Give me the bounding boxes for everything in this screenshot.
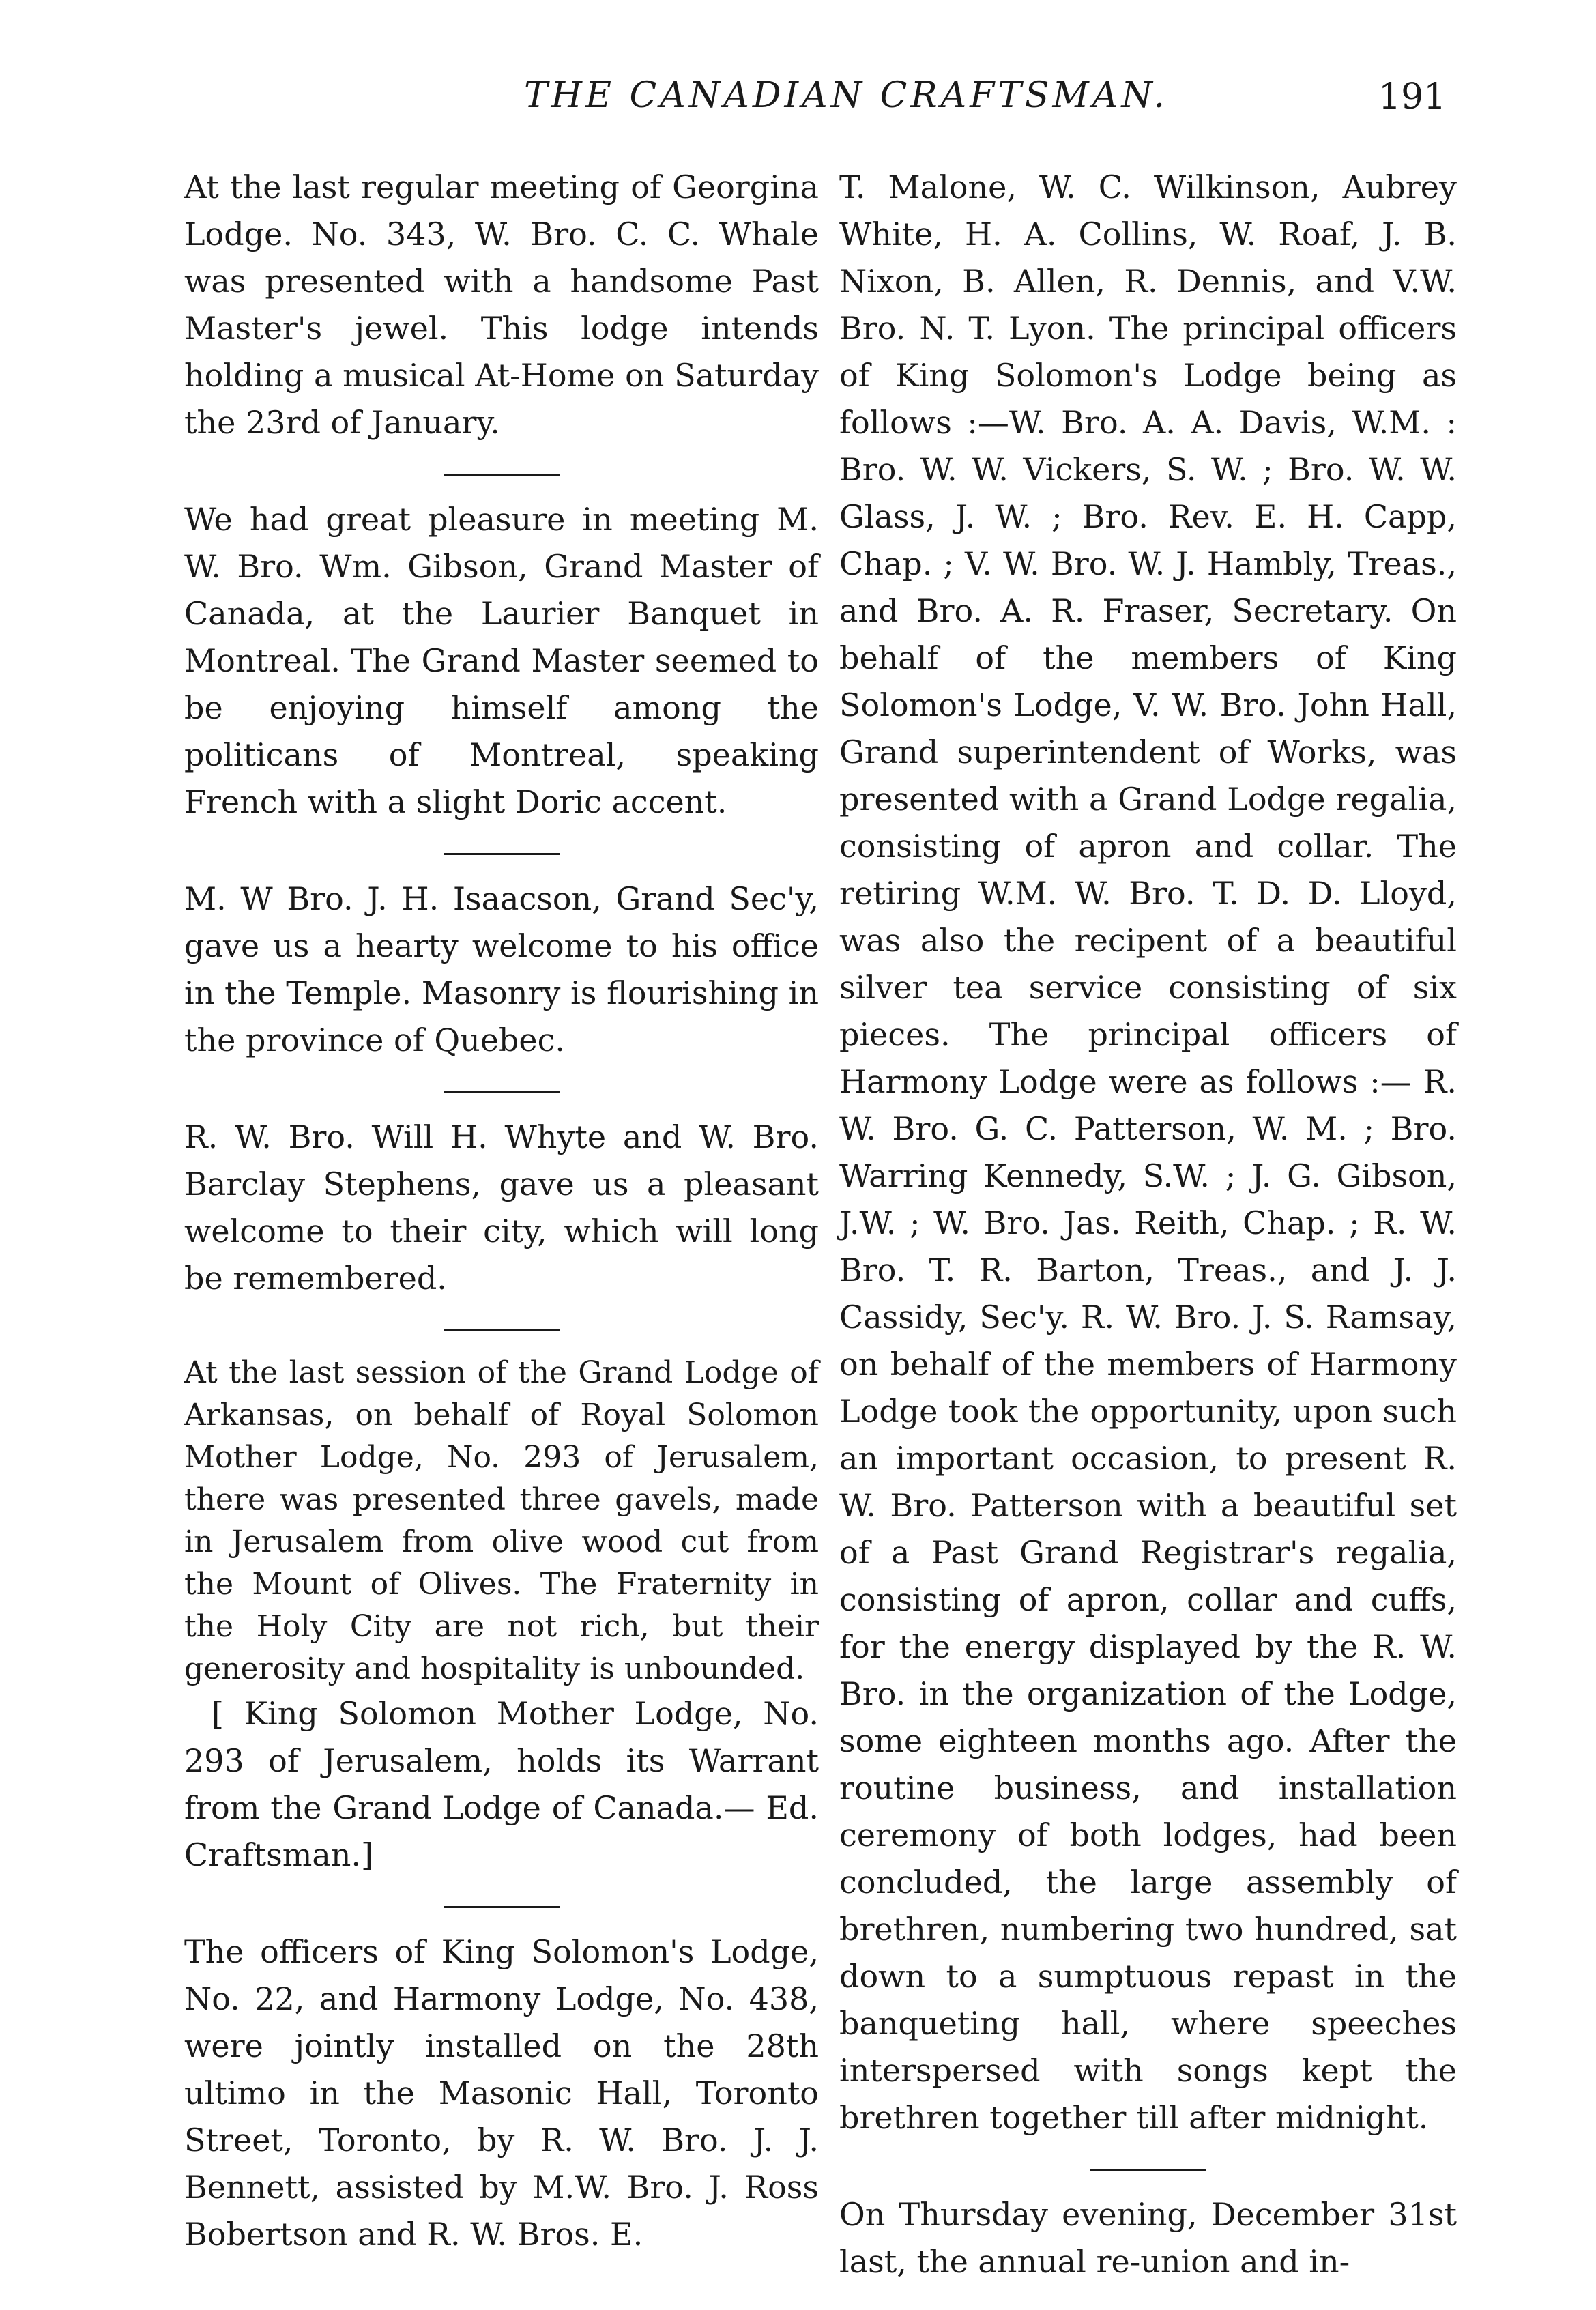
- page-number: 191: [1378, 76, 1447, 117]
- paragraph-editor-note: [ King Solomon Mother Lodge, No. 293 of Jerusalem, holds its Warrant from the Grand Lodge of Canada.— Ed. Craftsman.]: [184, 1695, 819, 1873]
- paragraph-whyte-stephens: R. W. Bro. Will H. Whyte and W. Bro. Barclay Stephens, gave us a pleasant welcome to their city, which will long be remembered.: [184, 1118, 819, 1297]
- running-head: THE CANADIAN CRAFTSMAN.: [523, 75, 1169, 116]
- section-divider: [184, 1317, 819, 1331]
- right-column: [839, 164, 1457, 2285]
- paragraph-isaacson: M. W Bro. J. H. Isaacson, Grand Sec'y, gave us a hearty welcome to his office in the Temple. Masonry is flourishing in the province of Quebec.: [184, 880, 819, 1058]
- left-column: [184, 164, 819, 2258]
- paragraph-installation-continued: T. Malone, W. C. Wilkinson, Aubrey White, H. A. Collins, W. Roaf, J. B. Nixon, B. Allen, R. Dennis, and V.W. Bro. N. T. Lyon. The principal officers of King Solomon's Lodge being as follows :—W. Bro. A. A. Davis, W.M. : Bro. W. W. Vickers, S. W. ; Bro. W. W. Glass, J. W. ; Bro. Rev. E. H. Capp, Chap. ; V. W. Bro. W. J. Hambly, Treas., and Bro. A. R. Fraser, Secretary. On behalf of the members of King Solomon's Lodge, V. W. Bro. John Hall, Grand superintendent of Works, was presented with a Grand Lodge regalia, consisting of apron and collar. The retiring W.M. W. Bro. T. D. D. Lloyd, was also the recipent of a beautiful silver tea service consisting of six pieces. The principal officers of Harmony Lodge were as follows :— R. W. Bro. G. C. Patterson, W. M. ; Bro. Warring Kennedy, S.W. ; J. G. Gibson, J.W. ; W. Bro. Jas. Reith, Chap. ; R. W. Bro. T. R. Barton, Treas., and J. J. Cassidy, Sec'y. R. W. Bro. J. S. Ramsay, on behalf of the members of Harmony Lodge took the opportunity, upon such an important occasion, to present R. W. Bro. Patterson with a beautiful set of a Past Grand Registrar's regalia, consisting of apron, collar and cuffs, for the energy displayed by the R. W. Bro. in the organization of the Lodge, some eighteen months ago. After the routine business, and installation ceremony of both lodges, had been concluded, the large assembly of brethren, numbering two hundred, sat down to a sumptuous repast in the banqueting hall, where speeches interspersed with songs kept the brethren together till after midnight.: [839, 169, 1457, 2136]
- paragraph-georgina-lodge: At the last regular meeting of Georgina Lodge. No. 343, W. Bro. C. C. Whale was presented with a handsome Past Master's jewel. This lodge intends holding a musical At-Home on Saturday the 23rd of January.: [184, 169, 819, 441]
- paragraph-grand-master: We had great pleasure in meeting M. W. Bro. Wm. Gibson, Grand Master of Canada, at the Laurier Banquet in Montreal. The Grand Master seemed to be enjoying himself among the politicans of Montreal, speaking French with a slight Doric accent.: [184, 501, 819, 820]
- section-divider: [184, 461, 819, 476]
- section-divider: [839, 2156, 1457, 2171]
- section-divider: [184, 1894, 819, 1908]
- paragraph-reunion: On Thursday evening, December 31st last, the annual re-union and in-: [839, 2196, 1457, 2280]
- paragraph-arkansas: At the last session of the Grand Lodge of Arkansas, on behalf of Royal Solomon Mother Lodge, No. 293 of Jerusalem, there was presented three gavels, made in Jerusalem from olive wood cut from the Mount of Olives. The Fraternity in the Holy City are not rich, but their generosity and hospitality is unbounded.: [184, 1355, 819, 1686]
- paragraph-installation: The officers of King Solomon's Lodge, No. 22, and Harmony Lodge, No. 438, were jointly installed on the 28th ultimo in the Masonic Hall, Toronto Street, Toronto, by R. W. Bro. J. J. Bennett, assisted by M.W. Bro. J. Ross Bobertson and R. W. Bros. E.: [184, 1933, 819, 2253]
- section-divider: [184, 841, 819, 855]
- section-divider: [184, 1079, 819, 1093]
